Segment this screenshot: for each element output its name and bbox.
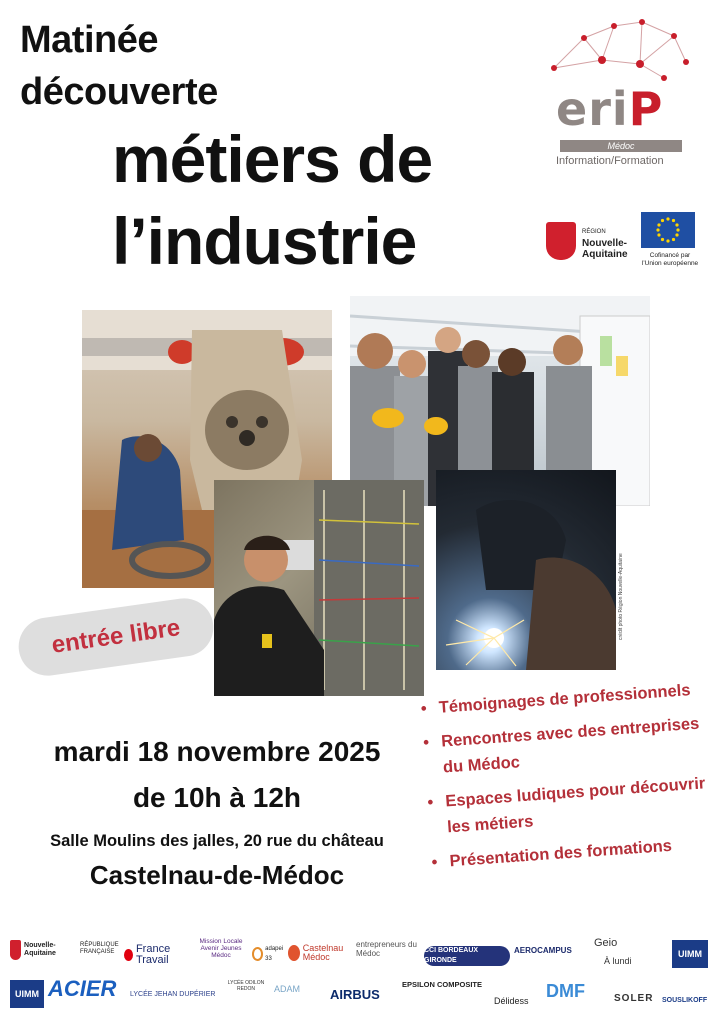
partner-logo-region: Nouvelle-Aquitaine [10,940,74,960]
partner-logo-mission-locale: Mission Locale Avenir Jeunes Médoc [199,938,243,959]
region-nouvelle-aquitaine-logo: RÉGION Nouvelle- Aquitaine [546,222,634,262]
partner-logo-republique: RÉPUBLIQUE FRANÇAISE [80,942,119,955]
title-line-4: l’industrie [112,204,417,278]
partner-logo-geio: Geio [594,937,618,949]
partner-logo-uimm-2: UIMM [10,980,44,1008]
partner-logo-france-travail: France Travail [124,944,188,966]
activity-list [420,675,724,883]
photo-credit: crédit photo Région Nouvelle-Aquitaine [618,553,624,640]
activity-item: • Témoignages de professionnels [420,675,721,722]
title-line-3: métiers de [112,122,433,196]
partner-logo-epsilon-composite: EPSILON COMPOSITE [402,980,483,989]
eu-caption: Cofinancé par l’Union européenne [641,252,699,267]
partner-logo-aerocampus: AEROCAMPUS [514,946,572,955]
event-hours: de 10h à 12h [132,782,302,813]
title-line-2: découverte [20,71,218,113]
partner-logo-acier: ACIER [48,976,117,1001]
photo-welder [436,470,616,670]
title-line-1: Matinée [20,19,158,61]
partner-logo-cci: CCI BORDEAUX GIRONDE [424,946,510,966]
activity-item: • Présentation des formations [431,829,724,876]
partner-logo-lycee-jehan-duperier: LYCÉE JEHAN DUPÉRIER [130,991,216,998]
partner-logo-soler: SOLER [614,993,654,1004]
event-city: Castelnau-de-Médoc [89,860,345,890]
erip-wordmark: eriP [556,82,664,136]
partner-logo-dmf: DMF [546,981,585,1001]
partner-logo-castelnau: Castelnau Médoc [288,944,354,962]
partner-logo-adam: ADAM [274,984,301,994]
erip-tagline: Information/Formation [556,155,664,167]
event-date: mardi 18 novembre 2025 [53,736,381,767]
activity-item: • Espaces ludiques pour découvrir les métiers [427,769,724,842]
photo-electrician-wiring [214,480,424,696]
partner-logo-airbus: AIRBUS [330,987,380,1002]
region-shield-icon [546,222,576,260]
event-venue: Salle Moulins des jalles, 20 rue du château [50,832,384,850]
partner-logo-delidess: Délidess [494,996,529,1006]
partner-logo-adapei: adapei 33 [252,944,284,964]
partner-logo-lycee-odilon-redon: LYCÉE ODILON REDON [227,980,265,992]
activity-item: • Rencontres avec des entreprises du Médoc [422,709,724,782]
eu-flag-icon [641,212,695,248]
partner-logo-entrepreneurs-medoc: entrepreneurs du Médoc [356,940,417,958]
partner-logo-uimm-1: UIMM [672,940,708,968]
partner-logo-a-lundi: À lundi [604,956,632,966]
free-entry-badge: entrée libre [15,595,217,680]
erip-medoc-band: Médoc [560,140,682,152]
partner-logo-souslikoff: SOUSLIKOFF [662,997,708,1004]
